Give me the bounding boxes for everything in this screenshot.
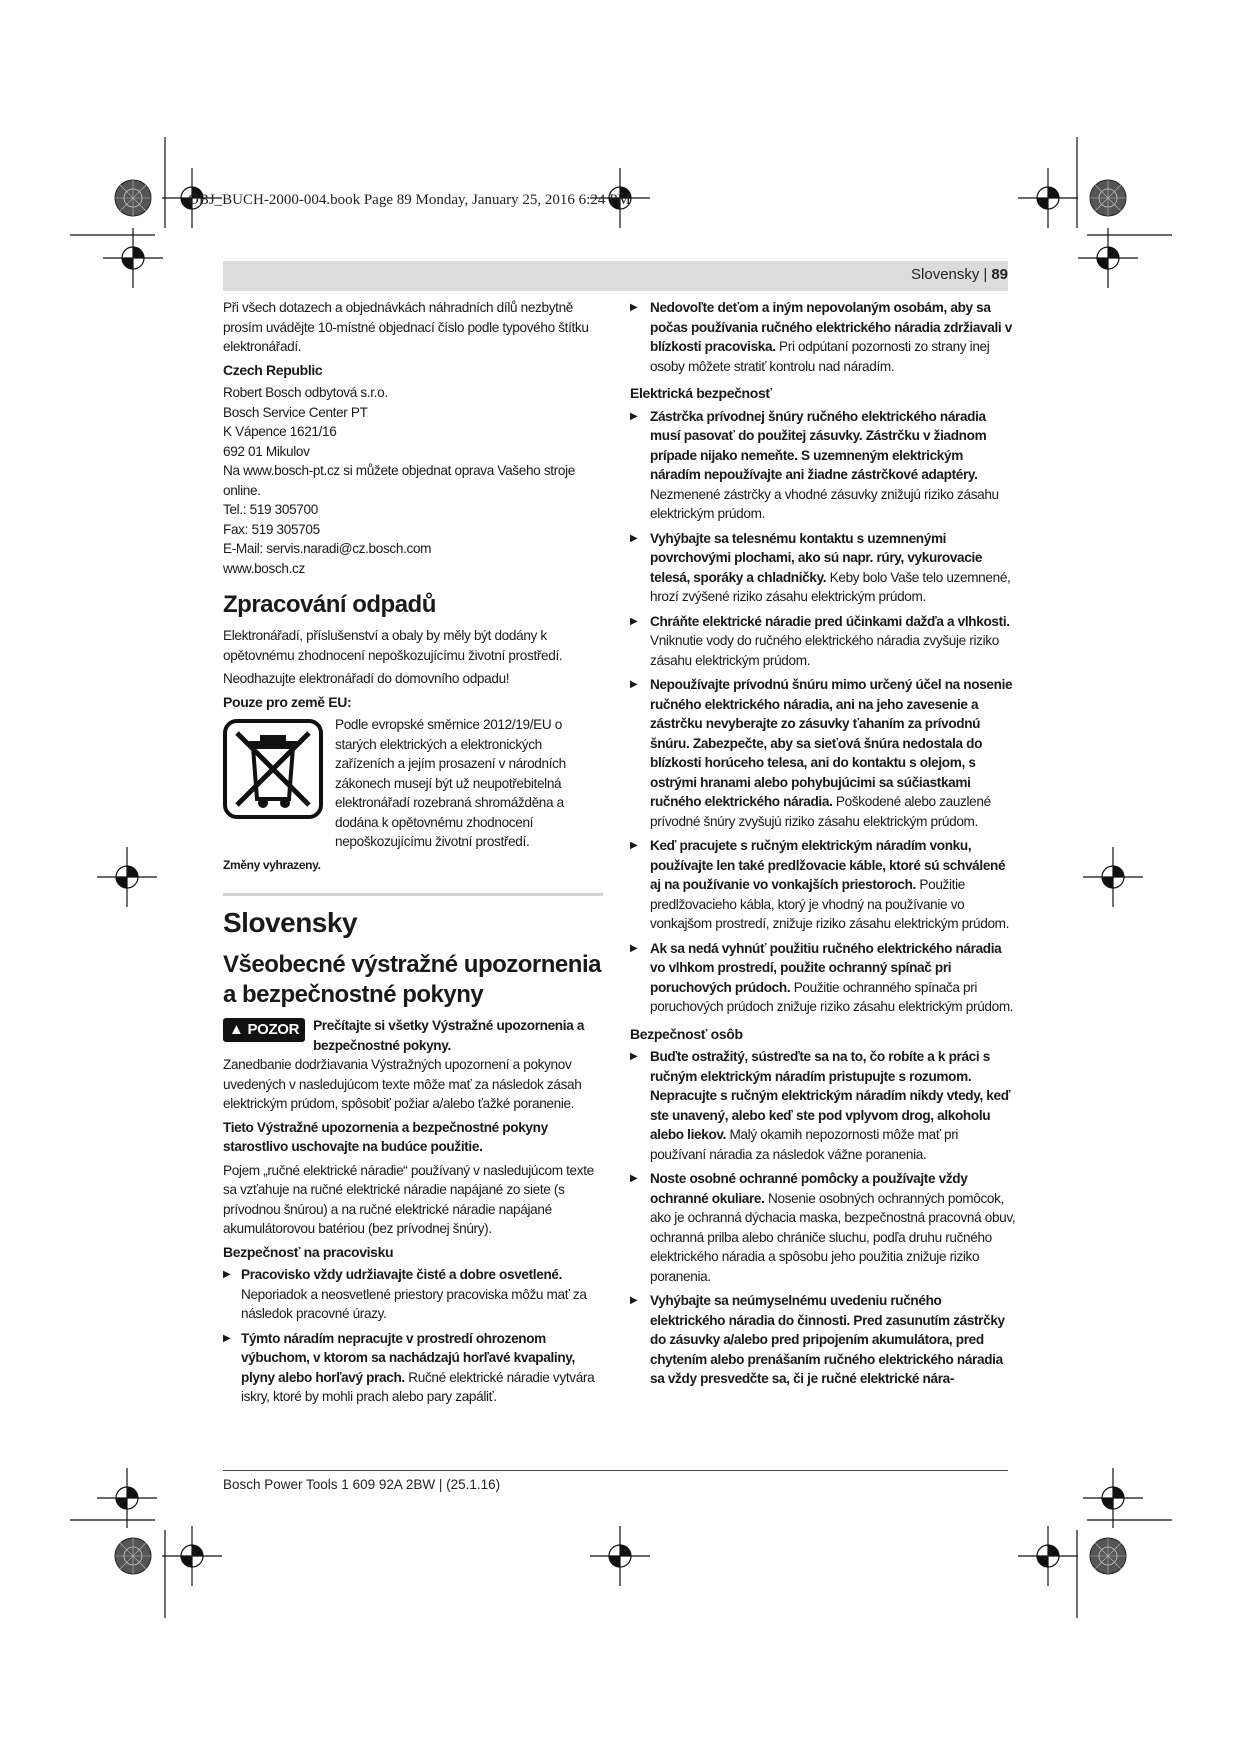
eu-heading: Pouze pro země EU: xyxy=(223,693,352,710)
item-text: Vniknutie vody do ručného elektrického náradia zvyšuje riziko zásahu elektrickým prúdom. xyxy=(650,633,999,668)
address-block xyxy=(223,383,603,578)
item-text: Pri odpútaní pozornosti zo strany inej osoby môžete stratiť kontrolu nad náradím. xyxy=(650,339,990,374)
list-item xyxy=(630,612,1016,671)
list-item xyxy=(630,939,1016,1017)
item-text: Použitie predlžovacieho kábla, ktorý je vhodný na používanie vo vonkajšom prostredí, znižuje riziko zásahu elektrickým prúdom. xyxy=(650,877,1010,931)
item-text: Keby bolo Vaše telo uzemnené, hrozí zvýšené riziko zásahu elektrickým prúdom. xyxy=(650,569,1011,604)
item-bold: Týmto náradím nepracujte v prostredí ohrozenom výbuchom, v ktorom sa nachádzajú horľavé kvapaliny, plyny alebo horľavý prach. xyxy=(241,1330,575,1385)
warnings-heading: Všeobecné výstražné upozornenia a bezpečnostné pokyny xyxy=(223,951,601,1008)
country-heading: Czech Republic xyxy=(223,361,323,378)
list-item xyxy=(630,1047,1016,1164)
item-text: Malý okamih nepozornosti môže mať pri používaní náradia za následok vážne poranenia. xyxy=(650,1127,959,1162)
list-item xyxy=(223,1265,603,1324)
list-item xyxy=(630,836,1016,934)
item-bold: Vyhýbajte sa neúmyselnému uvedeniu ručného elektrického náradia do činnosti. Pred zasunutím zástrčky do zásuvky a/alebo pred pripojením akumulátora, pred chytením alebo prenášaním ručného elektrického náradia sa vždy presvedčte sa, či je ručné elektrické nára- xyxy=(650,1293,1005,1386)
changes-reserved: Změny vyhrazeny. xyxy=(223,857,321,872)
electrical-safety-heading: Elektrická bezpečnosť xyxy=(630,385,772,401)
item-text: Ručné elektrické náradie vytvára iskry, ktoré by mohli prach alebo pary zapáliť. xyxy=(241,1369,595,1404)
right-column xyxy=(630,298,1016,1394)
pozor-block xyxy=(223,1016,603,1055)
page-footer: Bosch Power Tools 1 609 92A 2BW | (25.1.16) xyxy=(223,1470,1008,1492)
work-area-heading: Bezpečnosť na pracovisku xyxy=(223,1243,394,1260)
language-heading: Slovensky xyxy=(223,907,358,938)
list-item xyxy=(630,1291,1016,1389)
item-bold: Nepoužívajte prívodnú šnúru mimo určený účel na nosenie ručného elektrického náradia, ani na jeho zavesenie a zástrčku nevyberajte zo zásuvky ťahaním za prívodnú šnúru. Zabezpečte, aby sa sieťová šnúra nedostala do blízkosti horúceho telesa, ani do kontaktu s olejom, s ostrými hranami alebo pohybujúcimi sa súčiastkami ručného elektrického náradia. xyxy=(650,677,1013,809)
term-definition: Pojem „ručné elektrické náradie“ používaný v nasledujúcom texte sa vzťahuje na ručné elektrické náradie napájané zo siete (s prívodnou šnúrou) a na ručné elektrické náradie napájané akumulátorovou batériou (bez prívodnej šnúry). xyxy=(223,1162,594,1236)
weee-text: Podle evropské směrnice 2012/19/EU o starých elektrických a elektronických zařízeních a jejím prosazení v národních zákonech musejí být už neupotřebitelná elektronářadí rozebraná shromážděna a dodána k opětovnému zhodnocení nepoškozujícímu životní prostředí. xyxy=(335,717,566,849)
children-list xyxy=(630,298,1016,376)
item-bold: Chráňte elektrické náradie pred účinkami dažďa a vlhkosti. xyxy=(650,613,1010,629)
address-line: 692 01 Mikulov xyxy=(223,443,310,459)
item-text: Nosenie osobných ochranných pomôcok, ako je ochranná dýchacia maska, bezpečnostná pracovná obuv, ochranná prilba alebo chrániče sluchu, podľa druhu ručného elektrického náradia a spôsobu jeho použitia znižuje riziko poranenia. xyxy=(650,1190,1016,1284)
pozor-text: Zanedbanie dodržiavania Výstražných upozornení a pokynov uvedených v nasledujúcom texte môže mať za následok zásah elektrickým prúdom, spôsobiť požiar a/alebo ťažké poranenie. xyxy=(223,1057,582,1111)
address-line: Bosch Service Center PT xyxy=(223,404,368,420)
warning-badge xyxy=(223,1018,305,1042)
crossed-bin-icon xyxy=(223,719,323,819)
keep-instructions: Tieto Výstražné upozornenia a bezpečnostné pokyny starostlivo uschovajte na budúce použitie. xyxy=(223,1119,548,1154)
address-line: E-Mail: servis.naradi@cz.bosch.com xyxy=(223,541,432,556)
item-bold: Keď pracujete s ručným elektrickým náradím vonku, používajte len také predlžovacie káble, ktoré sú schválené aj na používanie vo vonkajších priestoroch. xyxy=(650,838,1006,892)
item-bold: Noste osobné ochranné pomôcky a používajte vždy ochranné okuliare. xyxy=(650,1171,968,1206)
list-item xyxy=(630,1169,1016,1286)
left-column xyxy=(223,298,603,1412)
header-section: Slovensky xyxy=(911,266,980,283)
item-bold: Nedovoľte deťom a iným nepovolaným osobám, aby sa počas používania ručného elektrického náradia zdržiavali v blízkosti pracoviska. xyxy=(650,300,1012,354)
work-area-list xyxy=(223,1265,603,1407)
weee-block xyxy=(223,715,603,852)
item-text: Neporiadok a neosvetlené priestory pracoviska môžu mať za následok pracovné úrazy. xyxy=(241,1286,587,1321)
list-item xyxy=(223,1329,603,1407)
page-number: 89 xyxy=(991,266,1008,283)
section-divider xyxy=(223,893,603,896)
list-item xyxy=(630,675,1016,831)
item-bold: Zástrčka prívodnej šnúry ručného elektrického náradia musí pasovať do použitej zásuvky. Zástrčku v žiadnom prípade nijako nemeňte. S uzemneným elektrickým náradím nepoužívajte ani žiadne zástrčkové adaptéry. xyxy=(650,408,987,482)
address-line: www.bosch.cz xyxy=(223,560,305,576)
waste-paragraph: Elektronářadí, příslušenství a obaly by měly být dodány k opětovnému zhodnocení nepoškozujícímu životní prostředí. xyxy=(223,628,563,663)
address-line: K Vápence 1621/16 xyxy=(223,424,337,439)
electrical-safety-list xyxy=(630,407,1016,1017)
waste-heading: Zpracování odpadů xyxy=(223,591,436,618)
address-line: Na www.bosch-pt.cz si můžete objednat oprava Vašeho stroje online. xyxy=(223,463,575,498)
item-text: Nezmenené zástrčky a vhodné zásuvky znižujú riziko zásahu elektrickým prúdom. xyxy=(650,486,999,521)
item-bold: Buďte ostražitý, sústreďte sa na to, čo robíte a k práci s ručným elektrickým náradím pristupujte s rozumom. Nepracujte s ručným elektrickým náradím nikdy vtedy, keď ste unavený, alebo keď ste pod vplyvom drog, alkoholu alebo liekov. xyxy=(650,1049,1011,1142)
waste-paragraph: Neodhazujte elektronářadí do domovního odpadu! xyxy=(223,671,510,686)
file-info: OBJ_BUCH-2000-004.book Page 89 Monday, January 25, 2016 6:24 PM xyxy=(188,192,631,208)
item-text: Poškodené alebo zauzlené prívodné šnúry zvyšujú riziko zásahu elektrickým prúdom. xyxy=(650,794,991,829)
item-bold: Pracovisko vždy udržiavajte čisté a dobre osvetlené. xyxy=(241,1267,563,1282)
personal-safety-list xyxy=(630,1047,1016,1389)
page-header: Slovensky | 89 xyxy=(911,266,1008,283)
pozor-heading: Prečítajte si všetky Výstražné upozornenia a bezpečnostné pokyny. xyxy=(313,1018,585,1053)
list-item xyxy=(630,298,1016,376)
page-header-bar xyxy=(223,261,1008,291)
item-bold: Vyhýbajte sa telesnému kontaktu s uzemnenými povrchovými plochami, ako sú napr. rúry, vykurovacie telesá, sporáky a chladničky. xyxy=(650,530,983,585)
list-item xyxy=(630,529,1016,607)
address-line: Tel.: 519 305700 xyxy=(223,502,318,517)
address-line: Fax: 519 305705 xyxy=(223,521,320,537)
item-text: Použitie ochranného spínača pri poruchových prúdoch znižuje riziko zásahu elektrickým prúdom. xyxy=(650,979,1014,1014)
address-line: Robert Bosch odbytová s.r.o. xyxy=(223,385,388,400)
spare-parts-intro: Při všech dotazech a objednávkách náhradních dílů nezbytně prosím uvádějte 10-místné objednací číslo podle typového štítku elektronářadí. xyxy=(223,300,589,354)
list-item xyxy=(630,407,1016,524)
warning-badge-label: POZOR xyxy=(247,1021,300,1038)
item-bold: Ak sa nedá vyhnúť použitiu ručného elektrického náradia vo vlhkom prostredí, použite ochranný spínač pri poruchových prúdoch. xyxy=(650,940,1002,995)
warning-triangle-icon: ▲ xyxy=(229,1021,244,1038)
personal-safety-heading: Bezpečnosť osôb xyxy=(630,1025,743,1042)
